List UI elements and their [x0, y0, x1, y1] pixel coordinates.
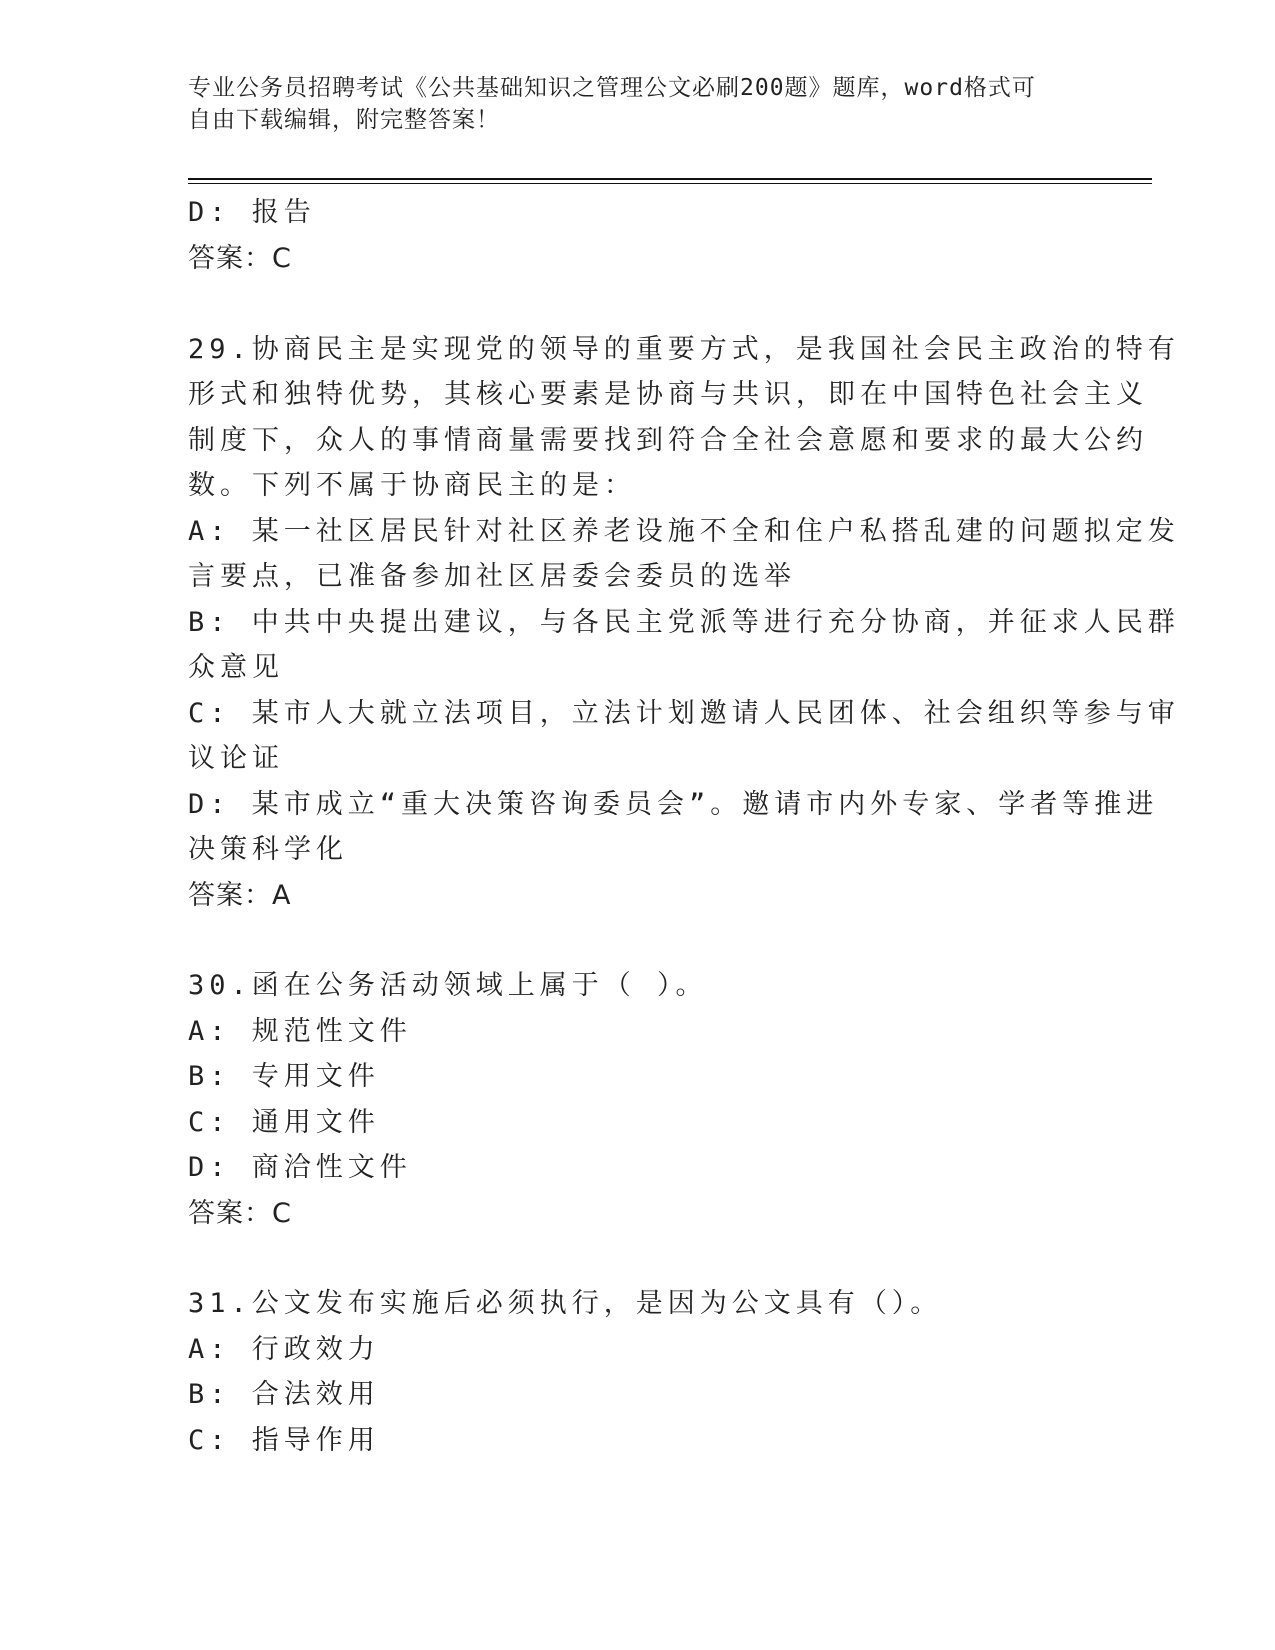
option-d: D: 报告 — [188, 197, 316, 228]
answer-label: 答案：C — [188, 1197, 292, 1229]
option-a: A: 规范性文件 — [188, 1015, 412, 1047]
question-29 — [188, 327, 1180, 919]
option-c: C: 通用文件 — [188, 1106, 380, 1138]
answer-label: 答案：A — [188, 879, 292, 911]
header-rule-thick — [188, 178, 1152, 180]
header-rule-thin — [188, 183, 1152, 184]
option-b: B: 中共中央提出建议，与各民主党派等进行充分协商，并征求人民群 — [188, 606, 1180, 638]
option-b: B: 专用文件 — [188, 1061, 380, 1092]
question-stem-line: 31.公文发布实施后必须执行，是因为公文具有（）。 — [188, 1288, 943, 1319]
option-c: C: 某市人大就立法项目，立法计划邀请人民团体、社会组织等参与审 — [188, 697, 1180, 729]
answer-label: 答案：C — [188, 242, 292, 274]
question-stem-line: 制度下，众人的事情商量需要找到符合全社会意愿和要求的最大公约 — [188, 424, 1148, 456]
header-line-2: 自由下载编辑，附完整答案！ — [188, 107, 500, 133]
question-stem-line: 29.协商民主是实现党的领导的重要方式，是我国社会民主政治的特有 — [188, 333, 1180, 365]
question-stem-line: 形式和独特优势，其核心要素是协商与共识，即在中国特色社会主义 — [188, 379, 1148, 410]
question-list — [188, 190, 1180, 1463]
option-b: B: 合法效用 — [188, 1379, 380, 1410]
option-b-cont: 众意见 — [188, 652, 284, 683]
question-28-tail — [188, 190, 1088, 281]
question-31 — [188, 1281, 1088, 1463]
option-d: D: 商洽性文件 — [188, 1152, 412, 1183]
option-c-cont: 议论证 — [188, 743, 284, 774]
option-a: A: 行政效力 — [188, 1333, 380, 1365]
option-d: D: 某市成立“重大决策咨询委员会”。邀请市内外专家、学者等推进 — [188, 788, 1159, 820]
header-line-1: 专业公务员招聘考试《公共基础知识之管理公文必刷200题》题库，word格式可 — [188, 75, 1036, 101]
question-stem-line: 30.函在公务活动领域上属于（ ）。 — [188, 970, 708, 1001]
option-a: A: 某一社区居民针对社区养老设施不全和住户私搭乱建的问题拟定发 — [188, 515, 1180, 547]
document-header — [188, 72, 1068, 136]
option-d-cont: 决策科学化 — [188, 834, 348, 865]
option-c: C: 指导作用 — [188, 1424, 380, 1456]
option-a-cont: 言要点，已准备参加社区居委会委员的选举 — [188, 561, 796, 592]
question-30 — [188, 963, 1088, 1236]
question-stem-line: 数。下列不属于协商民主的是： — [188, 470, 636, 501]
